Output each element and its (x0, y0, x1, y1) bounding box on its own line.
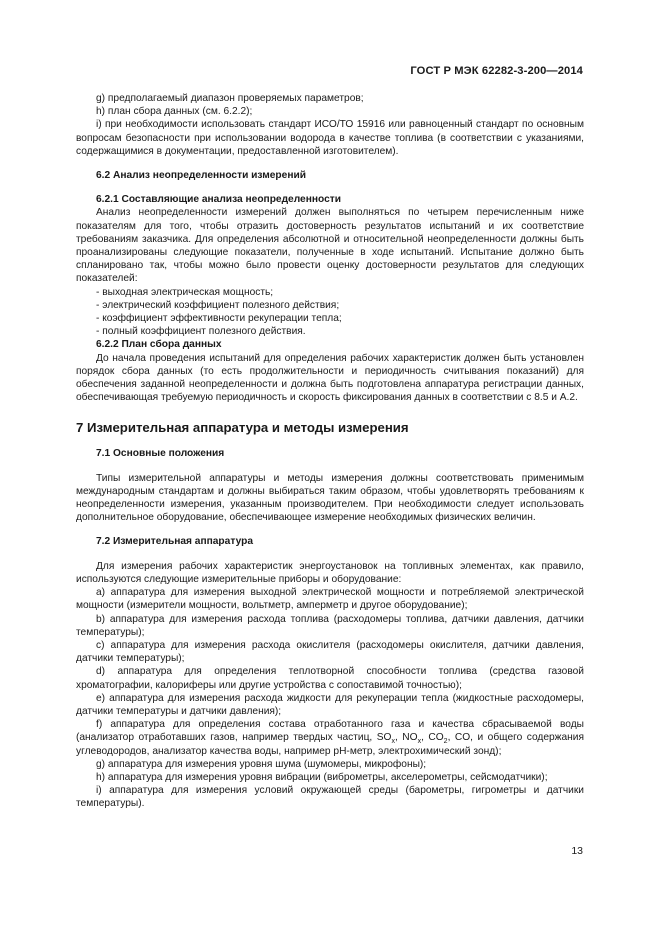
dash-item: - полный коэффициент полезного действия. (96, 326, 306, 338)
paragraph-7-2-intro: Для измерения рабочих характеристик энергоустановок на топливных элементах, как правило, используются следующие измерительные приборы и оборудование: (76, 560, 584, 585)
list-item-g2: g) аппаратура для измерения уровня шума (шумомеры, микрофоны); (96, 758, 427, 770)
subscript: x (417, 738, 422, 746)
subscript: 2 (443, 738, 448, 746)
list-item-h: h) план сбора данных (см. 6.2.2); (96, 106, 253, 118)
list-item-f (76, 718, 584, 758)
paragraph-6-2-1: Анализ неопределенности измерений должен выполняться по четырем перечисленным ниже показателям для того, чтобы отразить достоверность результатов испытаний и их соответствие требованиям заказчика. Для определения абсолютной и относительной неопределенности должны быть проанализированы следующие показатели, полученные в ходе испытаний. Испытание должно быть спланировано так, чтобы можно было провести оценку достоверности результатов для следующих показателей: (76, 207, 584, 285)
document-code: ГОСТ Р МЭК 62282-3-200—2014 (410, 65, 583, 77)
list-item-b: b) аппаратура для измерения расхода топлива (расходомеры топлива, датчики давления, датчики температуры); (76, 613, 584, 638)
list-item-f-text: f) аппаратура для определения состава отработанного газа и качества сбрасываемой воды (анализатор отработавших газов, например твердых частиц, SO (76, 719, 584, 744)
paragraph-6-2-2: До начала проведения испытаний для определения рабочих характеристик должен быть установлен порядок сбора данных (то есть продолжительности и периодичность считывания показаний) для обеспечения заданной неопределенности и должна быть подготовлена аппаратура регистрации данных, обеспечивающая требуемую периодичность и скорость фиксирования данных в соответствии с 8.5 и А.2. (76, 352, 584, 404)
page-content (76, 92, 584, 811)
dash-item: - электрический коэффициент полезного действия; (96, 299, 340, 311)
heading-section-7: 7 Измерительная аппаратура и методы измерения (76, 420, 409, 436)
list-item-d: d) аппаратура для определения теплотворной способности топлива (средства газовой хроматографии, калориферы или другие устройства с сопоставимой точностью); (76, 666, 584, 691)
heading-7-2: 7.2 Измерительная аппаратура (96, 536, 253, 548)
list-item-e: e) аппаратура для измерения расхода жидкости для рекуперации тепла (жидкостные расходомеры, датчики температуры и датчики давления); (76, 692, 584, 717)
list-item-i2: i) аппаратура для измерения условий окружающей среды (барометры, гигрометры и датчики температуры). (76, 785, 584, 810)
list-item-f-text: , CO (421, 732, 444, 744)
list-item-f-text: , CO, и общего содержания углеводородов, анализатор качества воды, например pH-метр, электрохимический зонд); (76, 732, 584, 757)
heading-6-2-1: 6.2.1 Составляющие анализа неопределенности (96, 194, 342, 206)
dash-item: - выходная электрическая мощность; (96, 286, 274, 298)
page-number: 13 (571, 845, 583, 857)
heading-6-2-2: 6.2.2 План сбора данных (96, 339, 222, 351)
list-item-c: c) аппаратура для измерения расхода окислителя (расходомеры окислителя, датчики давления, датчики температуры); (76, 639, 584, 665)
heading-6-2: 6.2 Анализ неопределенности измерений (96, 170, 307, 182)
list-item-a: a) аппаратура для измерения выходной электрической мощности и потребляемой электрической мощности (измерители мощности, вольтметр, амперметр и другое оборудование); (76, 587, 584, 612)
list-item-f-text: , NO (394, 732, 418, 744)
list-item-i: i) при необходимости использовать стандарт ИСО/ТО 15916 или равноценный стандарт по основным вопросам безопасности при использовании водорода в качестве топлива (в соответствии с указаниями, содержащимися в документации, предоставленной изготовителем). (76, 119, 584, 157)
heading-7-1: 7.1 Основные положения (96, 448, 225, 460)
list-item-g: g) предполагаемый диапазон проверяемых параметров; (96, 93, 364, 104)
list-item-h2: h) аппаратура для измерения уровня вибрации (виброметры, акселерометры, сейсмодатчики); (96, 771, 548, 783)
subscript: x (391, 738, 395, 746)
paragraph-7-1: Типы измерительной аппаратуры и методы измерения должны соответствовать применимым международным стандартам и должны выбираться таким образом, чтобы удовлетворять требованиям к неопределенности измерения, указанным производителем. При необходимости следует использовать дополнительное оборудование, обеспечивающее измерение необходимых физических величин. (76, 472, 584, 524)
dash-item: - коэффициент эффективности рекуперации тепла; (96, 313, 342, 325)
